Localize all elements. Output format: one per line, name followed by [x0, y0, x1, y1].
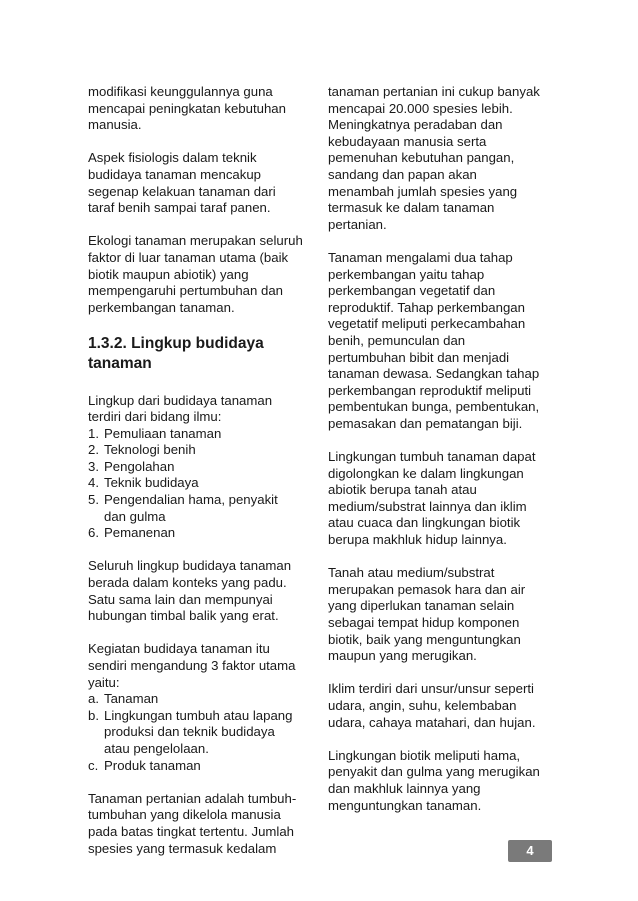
right-column	[328, 84, 554, 814]
text-line: atau cuaca dan lingkungan biotik	[328, 515, 521, 531]
paragraph	[88, 791, 316, 857]
text-line: terdiri dari bidang ilmu:	[88, 409, 222, 425]
text-line: Lingkup dari budidaya tanaman	[88, 392, 273, 408]
text-line: pemasakan dan pematangan biji.	[328, 415, 523, 431]
text-line: reproduktif. Tahap perkembangan	[328, 299, 525, 315]
list-text: Pemanenan	[104, 525, 176, 541]
text-line: perkembangan reproduktif meliputi	[328, 382, 532, 398]
text-line: tumbuhan yang dikelola manusia	[88, 807, 281, 823]
text-line: Ekologi tanaman merupakan seluruh	[88, 233, 303, 249]
text-line: Seluruh lingkup budidaya tanaman	[88, 558, 292, 574]
list-item	[88, 442, 316, 459]
text-line: Lingkungan biotik meliputi hama,	[328, 747, 521, 763]
paragraph	[328, 84, 554, 233]
paragraph	[328, 250, 554, 433]
list-marker: b.	[88, 707, 99, 723]
list-text: atau pengelolaan.	[104, 740, 209, 756]
text-line: pemenuhan kebutuhan pangan,	[328, 150, 515, 166]
text-line: mempengaruhi pertumbuhan dan	[88, 283, 284, 299]
text-line: dan makhluk lainnya yang	[328, 780, 481, 796]
text-line: Kegiatan budidaya tanaman itu	[88, 641, 270, 657]
list-item	[88, 691, 316, 708]
text-line: menguntungkan tanaman.	[328, 797, 482, 813]
text-line: biotik maupun abiotik) yang	[88, 266, 249, 282]
list-marker: c.	[88, 757, 99, 773]
numbered-list	[88, 426, 316, 542]
text-line: kebudayaan manusia serta	[328, 133, 487, 149]
list-item	[88, 708, 316, 758]
text-line: maupun yang merugikan.	[328, 648, 477, 664]
list-text: Produk tanaman	[104, 757, 201, 773]
text-line: termasuk ke dalam tanaman	[328, 200, 495, 216]
text-line: segenap kelakuan tanaman dari	[88, 183, 276, 199]
list-marker: 3.	[88, 458, 99, 474]
lettered-list	[88, 691, 316, 774]
heading-line: 1.3.2. Lingkup budidaya	[88, 334, 264, 352]
list-item	[88, 525, 316, 542]
paragraph	[88, 393, 316, 426]
text-line: udara, angin, suhu, kelembaban	[328, 697, 517, 713]
text-line: Tanah atau medium/substrat	[328, 565, 495, 581]
text-line: Aspek fisiologis dalam teknik	[88, 150, 257, 166]
text-line: pembentukan bunga, pembentukan,	[328, 399, 540, 415]
list-item	[88, 475, 316, 492]
text-line: menambah jumlah spesies yang	[328, 183, 518, 199]
text-line: berada dalam konteks yang padu.	[88, 575, 287, 591]
text-line: taraf benih sampai taraf panen.	[88, 200, 271, 216]
text-line: Satu sama lain dan mempunyai	[88, 591, 273, 607]
text-line: penyakit dan gulma yang merugikan	[328, 764, 540, 780]
list-text: dan gulma	[104, 508, 166, 524]
text-line: pada batas tingkat tertentu. Jumlah	[88, 823, 295, 839]
paragraph	[328, 565, 554, 665]
text-line: budidaya tanaman mencakup	[88, 166, 262, 182]
list-item	[88, 758, 316, 775]
text-line: merupakan pemasok hara dan air	[328, 581, 526, 597]
text-line: sandang dan papan akan	[328, 166, 477, 182]
list-item	[88, 459, 316, 476]
text-line: Meningkatnya peradaban dan	[328, 117, 503, 133]
text-line: abiotik berupa tanah atau	[328, 482, 477, 498]
text-line: tanaman pertanian ini cukup banyak	[328, 84, 540, 99]
text-line: mencapai peningkatan kebutuhan	[88, 100, 286, 116]
text-line: hubungan timbal balik yang erat.	[88, 608, 279, 624]
text-line: sebagai tempat hidup komponen	[328, 615, 520, 630]
list-marker: 2.	[88, 442, 99, 458]
text-line: digolongkan ke dalam lingkungan	[328, 465, 524, 481]
list-marker: 1.	[88, 425, 99, 441]
text-line: medium/substrat lainnya dan iklim	[328, 498, 527, 514]
paragraph	[328, 449, 554, 549]
paragraph	[88, 233, 316, 316]
text-line: tanaman dewasa. Sedangkan tahap	[328, 366, 540, 382]
text-line: perkembangan vegetatif dan	[328, 283, 496, 299]
paragraph	[88, 150, 316, 216]
list-text: Pemuliaan tanaman	[104, 425, 222, 441]
text-line: yaitu:	[88, 674, 120, 690]
text-line: vegetatif meliputi perkecambahan	[328, 316, 526, 332]
paragraph	[328, 681, 554, 731]
paragraph	[328, 748, 554, 814]
text-line: pertumbuhan bibit dan menjadi	[328, 349, 510, 365]
list-text: Tanaman	[104, 691, 159, 707]
list-item	[88, 492, 316, 525]
paragraph	[88, 84, 316, 134]
text-line: manusia.	[88, 117, 142, 133]
text-line: perkembangan yaitu tahap	[328, 266, 485, 282]
page-number: 4	[526, 843, 534, 858]
list-text: Pengendalian hama, penyakit	[104, 492, 278, 508]
list-text: Teknologi benih	[104, 442, 196, 458]
text-line: berupa makhluk hidup lainnya.	[328, 532, 507, 548]
text-line: faktor di luar tanaman utama (baik	[88, 249, 289, 265]
list-text: Pengolahan	[104, 458, 175, 474]
text-line: udara, cahaya matahari, dan hujan.	[328, 714, 536, 730]
list-text: Teknik budidaya	[104, 475, 199, 491]
text-line: pertanian.	[328, 216, 387, 232]
left-column	[88, 84, 316, 857]
text-line: Iklim terdiri dari unsur/unsur seperti	[328, 681, 534, 697]
list-text: Lingkungan tumbuh atau lapang	[104, 707, 293, 723]
text-line: benih, pemunculan dan	[328, 332, 466, 348]
text-line: yang diperlukan tanaman selain	[328, 598, 515, 614]
section-heading	[88, 334, 316, 374]
text-line: Lingkungan tumbuh tanaman dapat	[328, 449, 536, 465]
text-line: biotik, baik yang menguntungkan	[328, 631, 521, 647]
page-number-badge	[508, 840, 552, 862]
text-line: Tanaman mengalami dua tahap	[328, 249, 513, 265]
text-line: spesies yang termasuk kedalam	[88, 840, 277, 856]
paragraph	[88, 558, 316, 624]
list-marker: 6.	[88, 525, 99, 541]
list-text: produksi dan teknik budidaya	[104, 724, 275, 740]
list-item	[88, 426, 316, 443]
heading-line: tanaman	[88, 354, 152, 372]
text-line: sendiri mengandung 3 faktor utama	[88, 658, 296, 673]
list-marker: 4.	[88, 475, 99, 491]
list-marker: a.	[88, 691, 99, 707]
list-marker: 5.	[88, 492, 99, 508]
text-line: perkembangan tanaman.	[88, 299, 235, 315]
text-line: mencapai 20.000 spesies lebih.	[328, 100, 513, 116]
paragraph	[88, 641, 316, 691]
text-line: modifikasi keunggulannya guna	[88, 84, 273, 99]
text-line: Tanaman pertanian adalah tumbuh-	[88, 790, 297, 806]
